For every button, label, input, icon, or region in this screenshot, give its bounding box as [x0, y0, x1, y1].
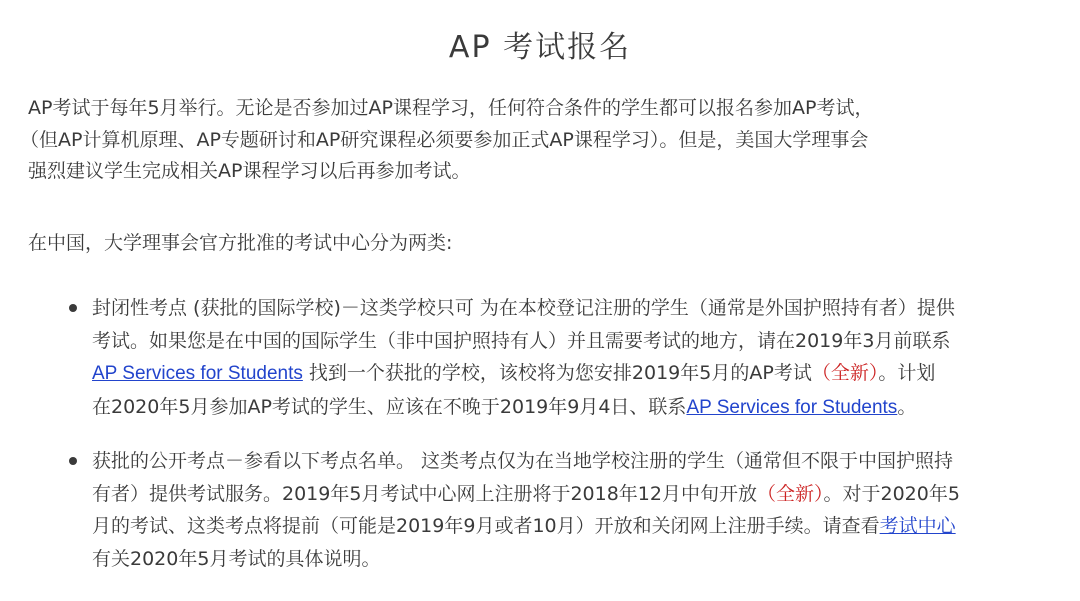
intro-paragraph [20, 93, 1058, 188]
test-center-list [92, 292, 1052, 596]
list-item-open-centers [92, 445, 1052, 575]
bullet-text: 在2020年5月参加AP考试的学生、应该在不晚于2019年9月4日、联系 [92, 395, 687, 418]
bullet-text: 。计划 [878, 362, 936, 384]
bullet-line [92, 357, 1052, 391]
bullet-line [92, 391, 1052, 425]
list-item-closed-centers [92, 292, 1052, 424]
bullet-line: 封闭性考点 (获批的国际学校)－这类学校只可 为在本校登记注册的学生（通常是外国护照持有者）提供 [92, 297, 955, 319]
bullet-line [92, 478, 1052, 511]
ap-services-link[interactable]: AP Services for Students [686, 396, 898, 418]
bullet-line: 考试。如果您是在中国的国际学生（非中国护照持有人）并且需要考试的地方，请在2019年3月前联系 [92, 329, 951, 352]
bullet-text: 。对于2020年5 [823, 482, 960, 505]
bullet-text: 有者）提供考试服务。2019年5月考试中心网上注册将于2018年12月中旬开放 [92, 482, 757, 505]
ap-services-link[interactable]: AP Services for Students [92, 363, 303, 384]
intro-line: AP考试于每年5月举行。无论是否参加过AP课程学习，任何符合条件的学生都可以报名参加AP考试， [28, 97, 874, 119]
bullet-dot-icon [69, 457, 77, 465]
section-subheading: 在中国，大学理事会官方批准的考试中心分为两类: [28, 232, 453, 254]
new-badge: （全新） [756, 482, 824, 505]
bullet-line [92, 510, 1052, 543]
intro-line: （但AP计算机原理、AP专题研讨和AP研究课程必须要参加正式AP课程学习）。但是，美国大学理事会 [20, 128, 869, 151]
page-title: AP 考试报名 [448, 30, 632, 65]
new-badge: （全新） [811, 362, 879, 384]
bullet-line: 有关2020年5月考试的具体说明。 [92, 547, 381, 570]
bullet-line: 获批的公开考点－参看以下考点名单。 这类考点仅为在当地学校注册的学生（通常但不限于中国护照持 [92, 450, 954, 472]
bullet-text: 月的考试、这类考点将提前（可能是2019年9月或者10月）开放和关闭网上注册手续。请查看 [92, 515, 880, 537]
intro-line: 强烈建议学生完成相关AP课程学习以后再参加考试。 [28, 160, 471, 182]
test-center-link[interactable]: 考试中心 [879, 515, 956, 537]
bullet-text: 找到一个获批的学校，该校将为您安排2019年5月的AP考试 [302, 362, 812, 384]
bullet-dot-icon [69, 304, 77, 312]
bullet-text: 。 [897, 395, 917, 418]
